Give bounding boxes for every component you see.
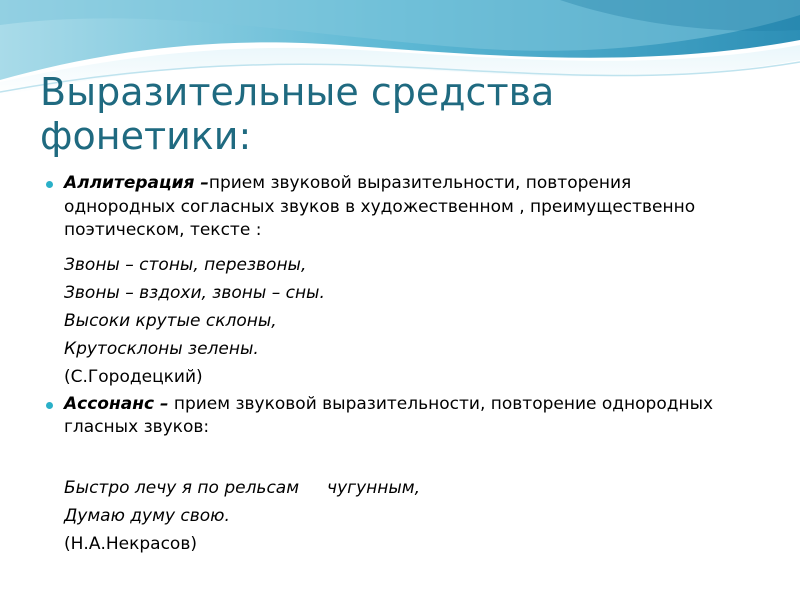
poem-line [46,474,746,502]
slide-title [40,70,760,158]
assonance-definition-text: прием звуковой выразительности, повторение однородных гласных звуков: [64,393,714,437]
slide-body [46,172,746,558]
poem-line: Звоны – вздохи, звоны – сны. [64,282,325,303]
poem-line-part: чугунным, [327,477,421,498]
poem-line: Крутосклоны зелены. [64,338,259,359]
poem-author: (Н.А.Некрасов) [64,533,197,554]
poem-line: Думаю думу свою. [64,505,230,526]
assonance-term: Ассонанс – [64,393,169,414]
assonance-definition [46,393,746,440]
title-line-1: Выразительные средства [40,70,555,114]
poem-line: Звоны – стоны, перезвоны, [64,254,307,275]
title-line-2: фонетики: [40,114,252,158]
alliteration-definition [46,172,746,243]
poem-line-part: Быстро лечу я по рельсам [64,477,300,498]
bullet-icon [46,181,53,188]
poem-author: (С.Городецкий) [64,366,203,387]
bullet-icon [46,402,53,409]
poem-line: Высоки крутые склоны, [64,310,277,331]
alliteration-term: Аллитерация – [64,173,209,193]
alliteration-definition-text: прием звуковой выразительности, повторения однородных согласных звуков в художественном , преимущественно поэтическом, тексте : [64,173,696,240]
